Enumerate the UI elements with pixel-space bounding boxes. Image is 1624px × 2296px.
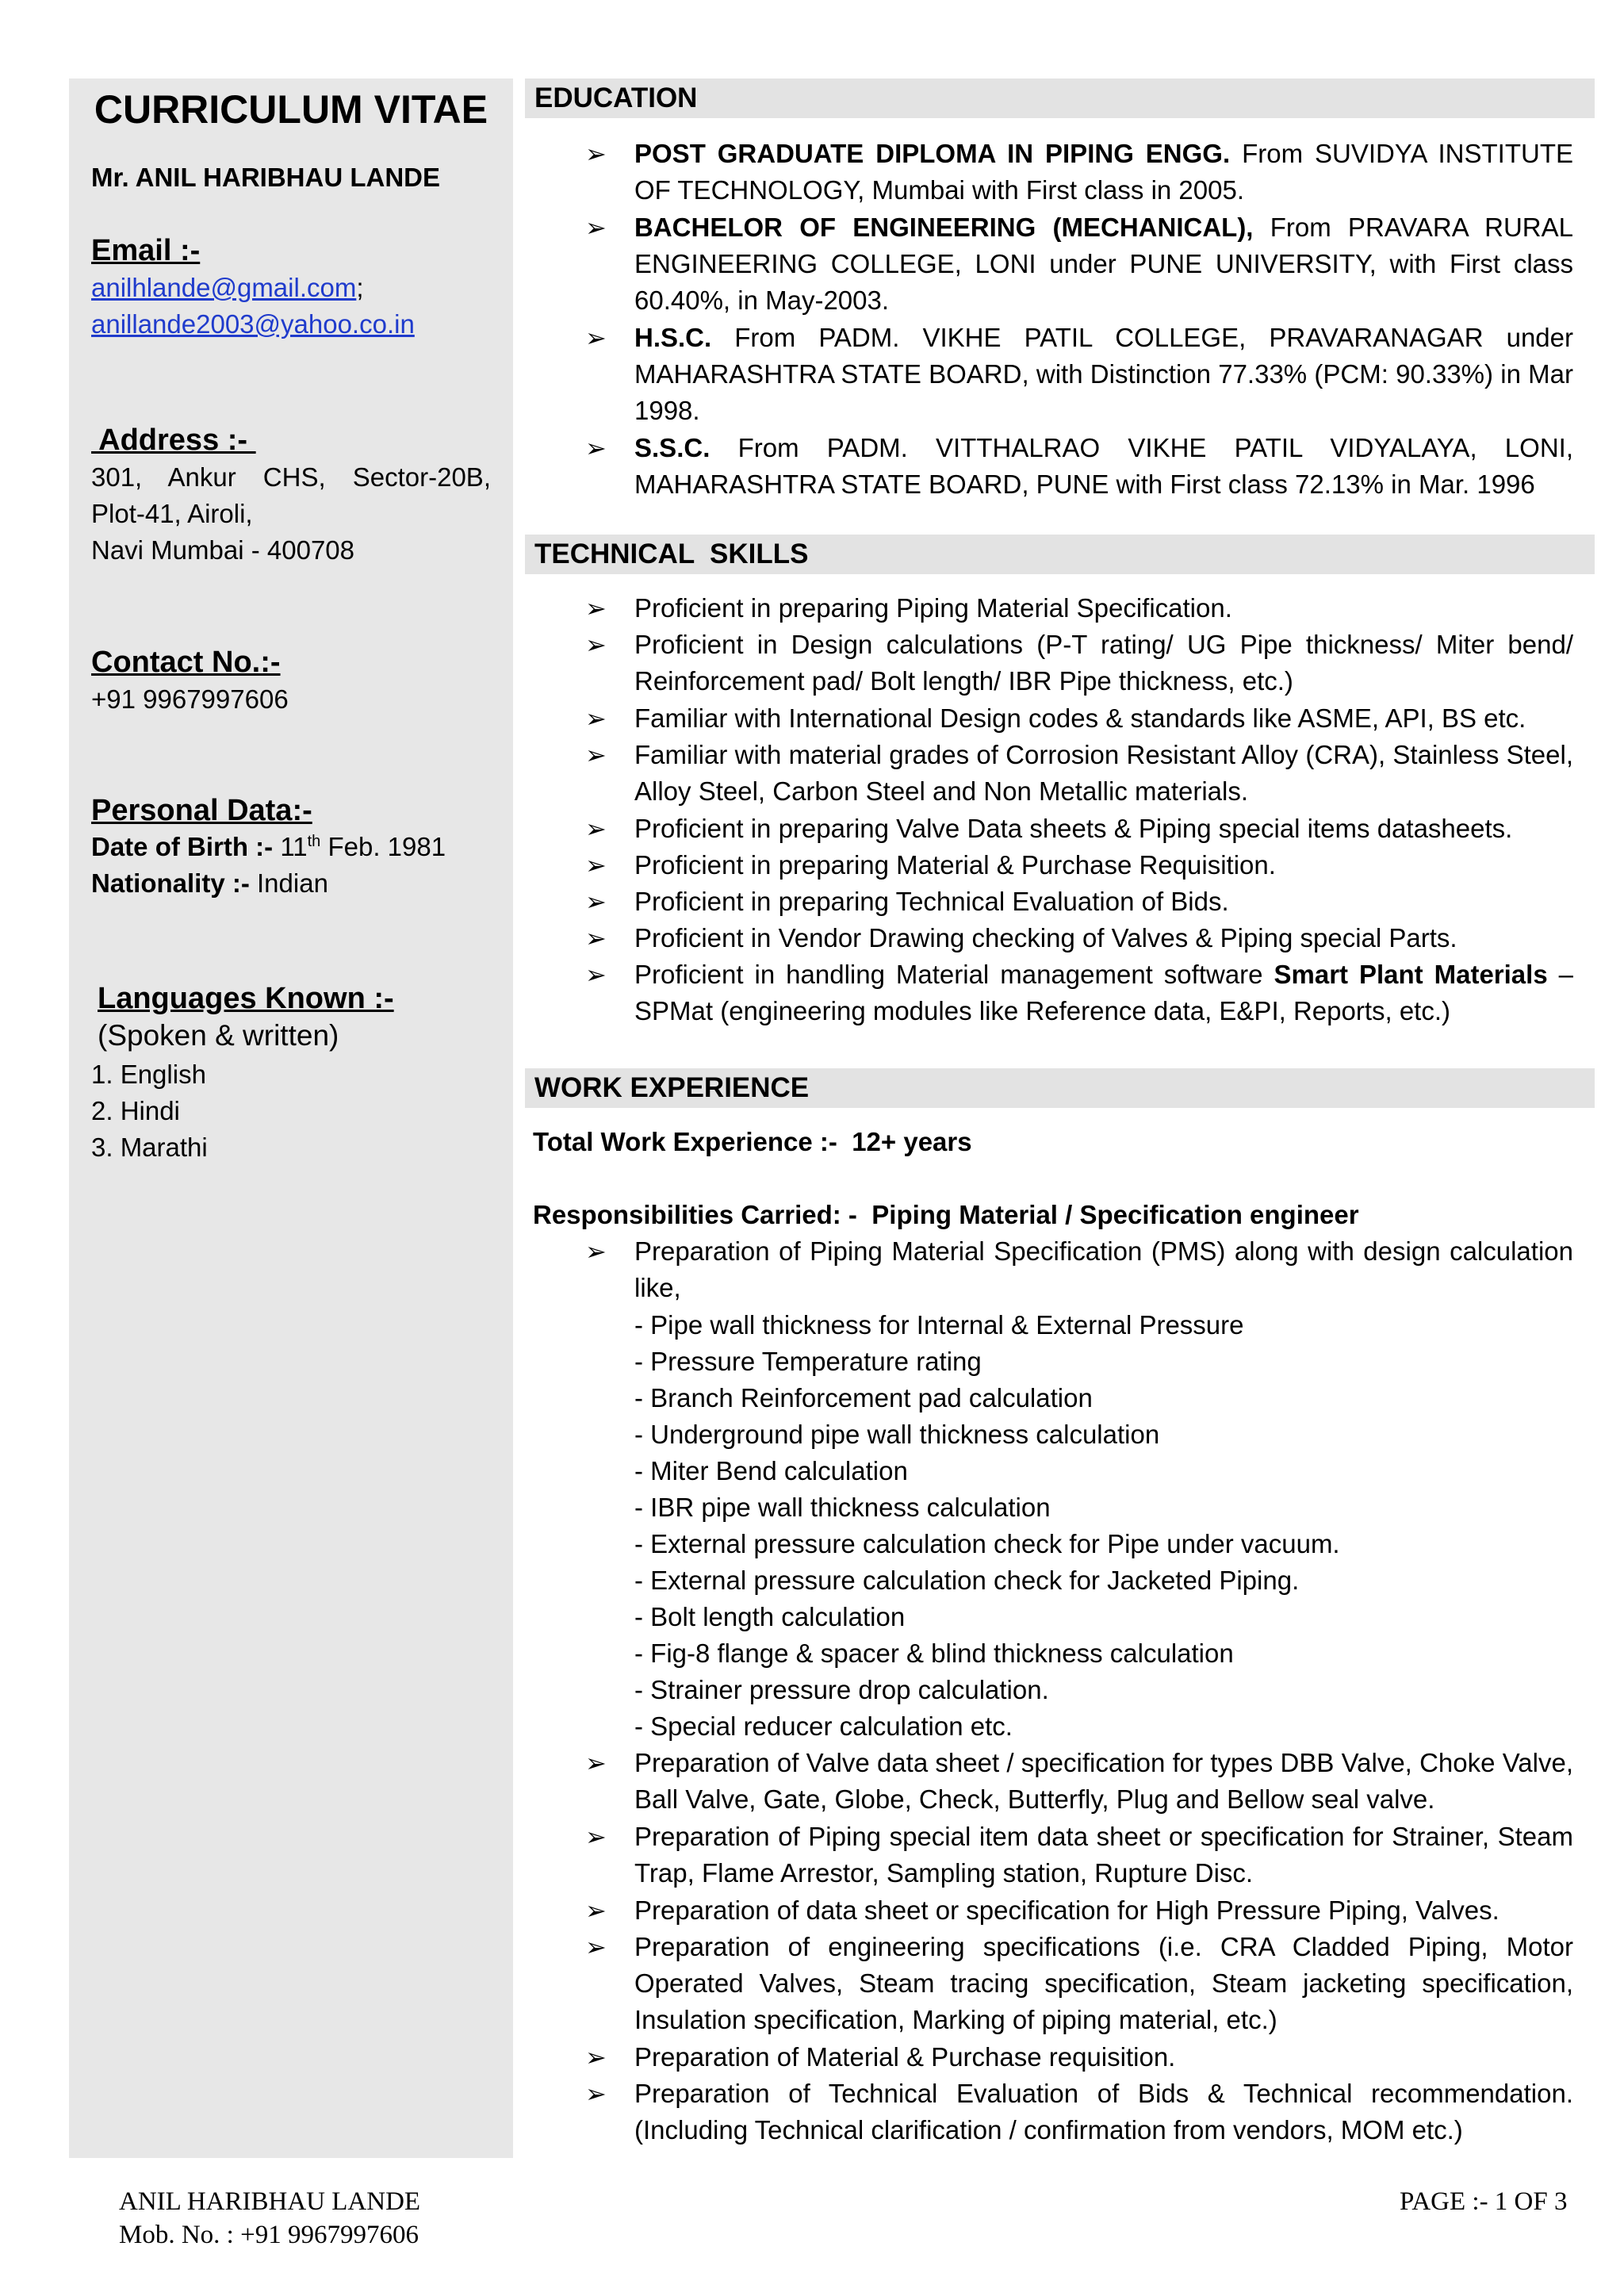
skill-text: Proficient in preparing Piping Material Specification. <box>634 593 1232 623</box>
arrow-bullet-icon: ➢ <box>585 741 607 769</box>
arrow-bullet-icon: ➢ <box>585 1237 607 1266</box>
nationality-value: Indian <box>257 868 328 898</box>
skill-text: Familiar with International Design codes & standards like ASME, API, BS etc. <box>634 703 1526 733</box>
responsibility-text: Preparation of data sheet or specification for High Pressure Piping, Valves. <box>634 1895 1500 1925</box>
skill-text: Proficient in handling Material management software <box>634 960 1263 989</box>
dob-label: Date of Birth :- <box>91 832 274 861</box>
calculation-item: - Strainer pressure drop calculation. <box>634 1675 1049 1704</box>
education-qualification: S.S.C. <box>634 433 710 462</box>
responsibilities-title: Responsibilities Carried: - Piping Material / Specification engineer <box>533 1200 1359 1229</box>
footer-mobile: Mob. No. : +91 9967997606 <box>119 2221 419 2249</box>
arrow-bullet-icon: ➢ <box>585 887 607 916</box>
skill-text: – SPMat (engineering modules like Reference data, E&PI, Reports, etc.) <box>634 960 1574 1026</box>
nationality <box>91 865 491 902</box>
email-label: Email :- <box>91 234 201 267</box>
address-line-2: Plot-41, Airoli, <box>91 499 253 528</box>
arrow-bullet-icon: ➢ <box>585 434 607 462</box>
calculation-item: - Miter Bend calculation <box>634 1456 908 1485</box>
email-link-2[interactable]: anillande2003@yahoo.co.in <box>91 309 415 339</box>
education-detail: From PADM. VIKHE PATIL COLLEGE, PRAVARANAGAR under MAHARASHTRA STATE BOARD, with Distinction 77.33% (PCM: 90.33%) in Mar 1998. <box>634 323 1573 426</box>
language-item: 2. Hindi <box>91 1096 180 1125</box>
skill-text: Proficient in preparing Valve Data sheets & Piping special items datasheets. <box>634 814 1513 843</box>
arrow-bullet-icon: ➢ <box>585 631 607 659</box>
arrow-bullet-icon: ➢ <box>585 1933 607 1961</box>
skill-text: Proficient in preparing Technical Evaluation of Bids. <box>634 887 1229 916</box>
personal-data-label: Personal Data:- <box>91 794 312 827</box>
responsibility-text: Preparation of engineering specifications (i.e. CRA Cladded Piping, Motor Operated Valves, Steam tracing specification, Steam jacketing specification, Insulation specification, Marking of piping material, etc.) <box>634 1932 1573 2035</box>
language-item: 1. English <box>91 1060 206 1089</box>
arrow-bullet-icon: ➢ <box>585 1823 607 1851</box>
email-line-2 <box>91 306 491 343</box>
arrow-bullet-icon: ➢ <box>585 1749 607 1777</box>
page-number: PAGE :- 1 OF 3 <box>1400 2187 1568 2216</box>
dob-day: 11 <box>280 832 308 861</box>
calculation-item: - Pressure Temperature rating <box>634 1347 982 1376</box>
nationality-label: Nationality :- <box>91 868 250 898</box>
cv-title: CURRICULUM VITAE <box>94 87 488 132</box>
arrow-bullet-icon: ➢ <box>585 1896 607 1925</box>
arrow-bullet-icon: ➢ <box>585 140 607 168</box>
arrow-bullet-icon: ➢ <box>585 2079 607 2108</box>
responsibility-text: Preparation of Material & Purchase requisition. <box>634 2042 1176 2072</box>
arrow-bullet-icon: ➢ <box>585 2043 607 2072</box>
sidebar <box>69 79 513 2158</box>
footer-left <box>119 2185 420 2252</box>
calculation-item: - IBR pipe wall thickness calculation <box>634 1493 1051 1522</box>
arrow-bullet-icon: ➢ <box>585 594 607 623</box>
arrow-bullet-icon: ➢ <box>585 815 607 843</box>
education-detail: From PADM. VITTHALRAO VIKHE PATIL VIDYALAYA, LONI, MAHARASHTRA STATE BOARD, PUNE with First class 72.13% in Mar. 1996 <box>634 433 1573 500</box>
arrow-bullet-icon: ➢ <box>585 704 607 733</box>
footer-name: ANIL HARIBHAU LANDE <box>119 2187 421 2216</box>
calculation-item: - Underground pipe wall thickness calculation <box>634 1420 1160 1449</box>
education-qualification: BACHELOR OF ENGINEERING (MECHANICAL), <box>634 213 1254 242</box>
responsibility-text: Preparation of Technical Evaluation of Bids & Technical recommendation. (Including Technical clarification / confirmation from vendors, MOM etc.) <box>634 2079 1573 2145</box>
work-experience-heading: WORK EXPERIENCE <box>525 1068 1595 1108</box>
arrow-bullet-icon: ➢ <box>585 851 607 880</box>
education-qualification: H.S.C. <box>634 323 712 352</box>
language-item: 3. Marathi <box>91 1133 208 1162</box>
languages-label: Languages Known :- <box>98 982 394 1015</box>
education-detail: From SUVIDYA INSTITUTE OF TECHNOLOGY, Mumbai with First class in 2005. <box>634 139 1573 205</box>
education-qualification: POST GRADUATE DIPLOMA IN PIPING ENGG. <box>634 139 1231 168</box>
contact-label: Contact No.:- <box>91 646 281 679</box>
responsibility-text: Preparation of Piping Material Specification (PMS) along with design calculation like, <box>634 1236 1573 1303</box>
candidate-name: Mr. ANIL HARIBHAU LANDE <box>91 163 441 192</box>
skill-text: Proficient in Vendor Drawing checking of Valves & Piping special Parts. <box>634 923 1457 953</box>
software-name: Smart Plant Materials <box>1274 960 1548 989</box>
email-separator: ; <box>356 273 364 302</box>
dob-rest: Feb. 1981 <box>327 832 446 861</box>
email-link-1[interactable]: anilhlande@gmail.com <box>91 273 357 302</box>
responsibility-text: Preparation of Piping special item data sheet or specification for Strainer, Steam Trap, Flame Arrestor, Sampling station, Rupture Disc. <box>634 1822 1573 1888</box>
calculation-item: - External pressure calculation check for Pipe under vacuum. <box>634 1529 1340 1558</box>
email-line-1 <box>91 270 491 306</box>
address-line-3: Navi Mumbai - 400708 <box>91 535 354 565</box>
arrow-bullet-icon: ➢ <box>585 960 607 989</box>
skill-text: Proficient in Design calculations (P-T rating/ UG Pipe thickness/ Miter bend/ Reinforcement pad/ Bolt length/ IBR Pipe thickness, etc.) <box>634 630 1573 696</box>
education-heading: EDUCATION <box>525 79 1595 118</box>
address-line-1: 301, Ankur CHS, Sector-20B, <box>91 462 491 492</box>
responsibility-text: Preparation of Valve data sheet / specification for types DBB Valve, Choke Valve, Ball Valve, Gate, Globe, Check, Butterfly, Plug and Bellow seal valve. <box>634 1748 1573 1815</box>
technical-skills-heading: TECHNICAL SKILLS <box>525 535 1595 574</box>
languages-note: (Spoken & written) <box>98 1019 339 1052</box>
calculation-item: - Bolt length calculation <box>634 1602 906 1631</box>
calculation-item: - Fig-8 flange & spacer & blind thickness calculation <box>634 1639 1234 1668</box>
arrow-bullet-icon: ➢ <box>585 924 607 953</box>
calculation-item: - External pressure calculation check for Jacketed Piping. <box>634 1566 1300 1595</box>
skill-text: Familiar with material grades of Corrosion Resistant Alloy (CRA), Stainless Steel, Alloy Steel, Carbon Steel and Non Metallic materials. <box>634 740 1573 807</box>
dob-suffix: th <box>307 833 321 850</box>
contact-value: +91 9967997606 <box>91 684 289 714</box>
total-experience: Total Work Experience :- 12+ years <box>533 1127 972 1156</box>
calculation-item: - Pipe wall thickness for Internal & External Pressure <box>634 1310 1244 1340</box>
date-of-birth <box>91 829 491 865</box>
address-label: Address :- <box>91 424 256 457</box>
calculation-item: - Special reducer calculation etc. <box>634 1711 1013 1741</box>
education-detail: From PRAVARA RURAL ENGINEERING COLLEGE, LONI under PUNE UNIVERSITY, with First class 60.40%, in May-2003. <box>634 213 1574 316</box>
arrow-bullet-icon: ➢ <box>585 213 607 242</box>
skill-text: Proficient in preparing Material & Purchase Requisition. <box>634 850 1276 880</box>
calculation-item: - Branch Reinforcement pad calculation <box>634 1383 1093 1412</box>
arrow-bullet-icon: ➢ <box>585 324 607 352</box>
